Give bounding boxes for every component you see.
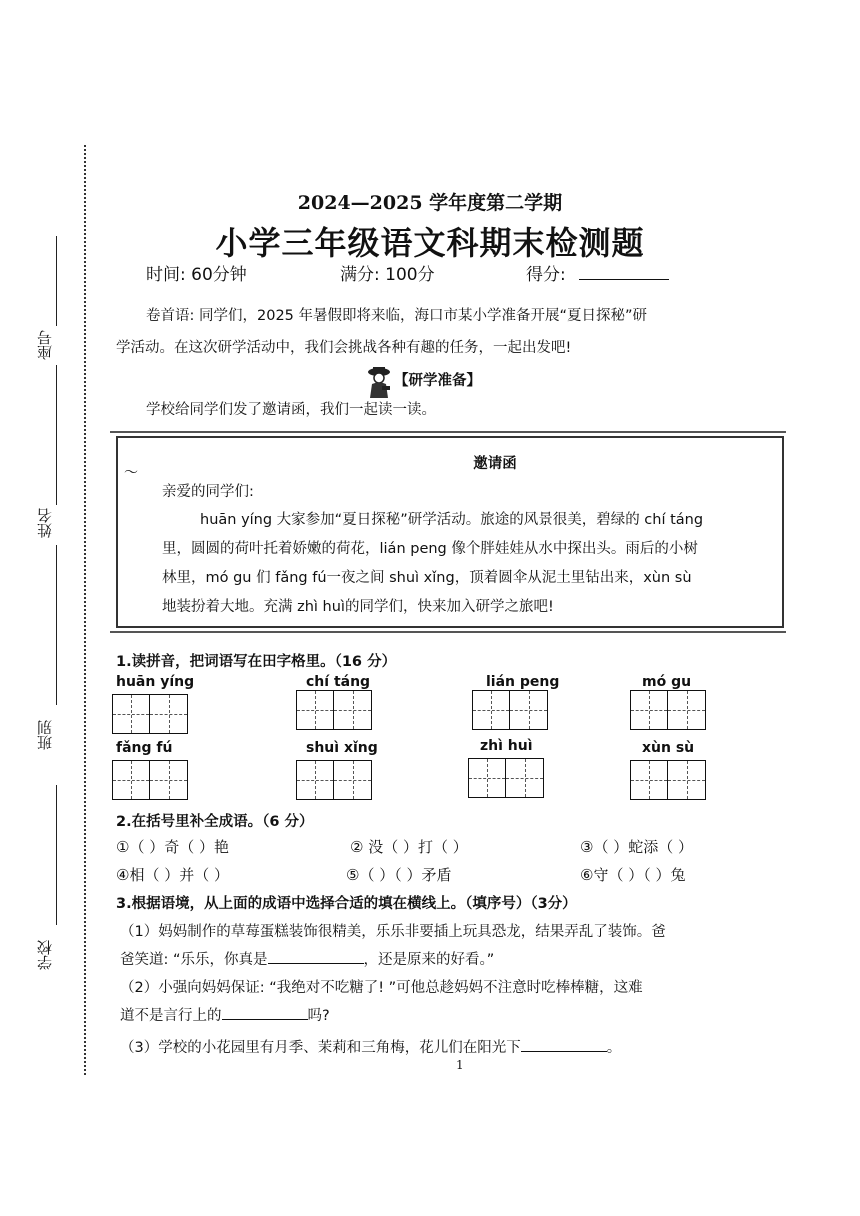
letter-greeting: 亲爱的同学们: [162,484,254,500]
school-blank-line [56,785,57,925]
explorer-icon [366,364,392,398]
prep-heading [366,364,481,398]
prep-text: 学校给同学们发了邀请函，我们一起读一读。 [146,402,436,418]
pinyin-shuixing: shuì xǐng [306,740,378,756]
school-label: 学校 [36,940,54,970]
idiom-6[interactable]: ⑥守（ ）（ ）兔 [580,866,686,884]
score-label: 得分: [526,265,566,285]
tianzige-chitang[interactable] [296,690,372,730]
q3-s3-line [120,1036,621,1057]
q3-s1-line-1: （1）妈妈制作的草莓蛋糕装饰很精美，乐乐非要插上玩具恐龙，结果弄乱了装饰。爸 [120,924,666,940]
prep-label: 【研学准备】 [394,373,481,389]
tianzige-shuixing[interactable] [296,760,372,800]
class-blank-line [56,545,57,705]
q3-s2-line-1: （2）小强向妈妈保证: “我绝对不吃糖了! ”可他总趁妈妈不注意时吃棒棒糖，这难 [120,980,643,996]
tianzige-mogu[interactable] [630,690,706,730]
tianzige-huanying[interactable] [112,694,188,734]
tianzige-fangfu[interactable] [112,760,188,800]
score-field [526,260,669,285]
binding-dotted-line [84,145,86,1075]
q3-s1-pre: 爸笑道: “乐乐，你真是 [120,952,268,968]
idiom-5[interactable]: ⑤（ ）（ ）矛盾 [346,866,452,884]
name-blank-line [56,365,57,505]
pinyin-fangfu: fǎng fú [116,740,173,756]
exam-title: 小学三年级语文科期末检测题 [215,224,645,262]
pinyin-chitang: chí táng [306,674,371,690]
wave-mark-icon: 〜 [124,465,138,481]
q3-s1-line-2 [120,948,494,969]
pinyin-mogu: mó gu [642,674,692,690]
time-info: 时间: 60分钟 [146,265,247,285]
seat-label: 座号 [36,330,54,360]
letter-line-2: 里，圆圆的荷叶托着娇嫩的荷花，lián peng 像个胖娃娃从水中探出头。雨后的小树 [162,541,698,557]
letter-line-4: 地装扮着大地。充满 zhì huì的同学们，快来加入研学之旅吧! [162,599,554,615]
letter-title: 邀请函 [473,456,517,472]
full-score-info: 满分: 100分 [340,265,435,285]
letter-line-1: huān yíng 大家参加“夏日探秘”研学活动。旅途的风景很美，碧绿的 chí táng [200,512,704,528]
pinyin-lianpeng: lián peng [486,674,560,690]
intro-line-1: 卷首语: 同学们，2025 年暑假即将来临，海口市某小学准备开展“夏日探秘”研 [146,308,648,324]
idiom-4[interactable]: ④相（ ）并（ ） [116,866,229,884]
q3-s2-blank[interactable] [222,1019,308,1020]
idiom-1[interactable]: ①（ ）奇（ ）艳 [116,838,229,856]
q2-title: 2.在括号里补全成语。（6 分） [116,814,314,830]
intro-line-2: 学活动。在这次研学活动中，我们会挑战各种有趣的任务，一起出发吧! [116,340,572,356]
tianzige-xunsu[interactable] [630,760,706,800]
q3-s3-post: 。 [606,1040,622,1056]
pinyin-zhihui: zhì huì [480,738,533,754]
q3-s2-pre: 道不是言行上的 [120,1008,222,1024]
idiom-2[interactable]: ② 没（ ）打（ ） [350,838,468,856]
q3-s1-post: ，还是原来的好看。” [363,952,495,968]
pinyin-huanying: huān yíng [116,674,195,690]
q3-title: 3.根据语境，从上面的成语中选择合适的填在横线上。（填序号）（3分） [116,896,577,912]
name-label: 姓名 [36,508,54,538]
q3-s3-blank[interactable] [521,1051,607,1052]
q3-s3-pre: （3）学校的小花园里有月季、茉莉和三角梅，花儿们在阳光下 [120,1040,521,1056]
q1-title: 1.读拼音，把词语写在田字格里。（16 分） [116,654,397,670]
exam-year: 2024—2025 学年度第二学期 [297,192,563,214]
letter-line-3: 林里，mó gu 们 fǎng fú一夜之间 shuì xǐng，顶着圆伞从泥土里钻出来，xùn sù [162,570,692,586]
q3-s2-line-2 [120,1004,330,1025]
idiom-3[interactable]: ③（ ）蛇添（ ） [580,838,693,856]
score-blank[interactable] [579,279,669,280]
tianzige-lianpeng[interactable] [472,690,548,730]
tianzige-zhihui[interactable] [468,758,544,798]
page-number: 1 [456,1058,464,1072]
q3-s1-blank[interactable] [268,963,364,964]
q3-s2-post: 吗? [307,1008,330,1024]
pinyin-xunsu: xùn sù [642,740,695,756]
class-label: 班别 [36,720,54,750]
